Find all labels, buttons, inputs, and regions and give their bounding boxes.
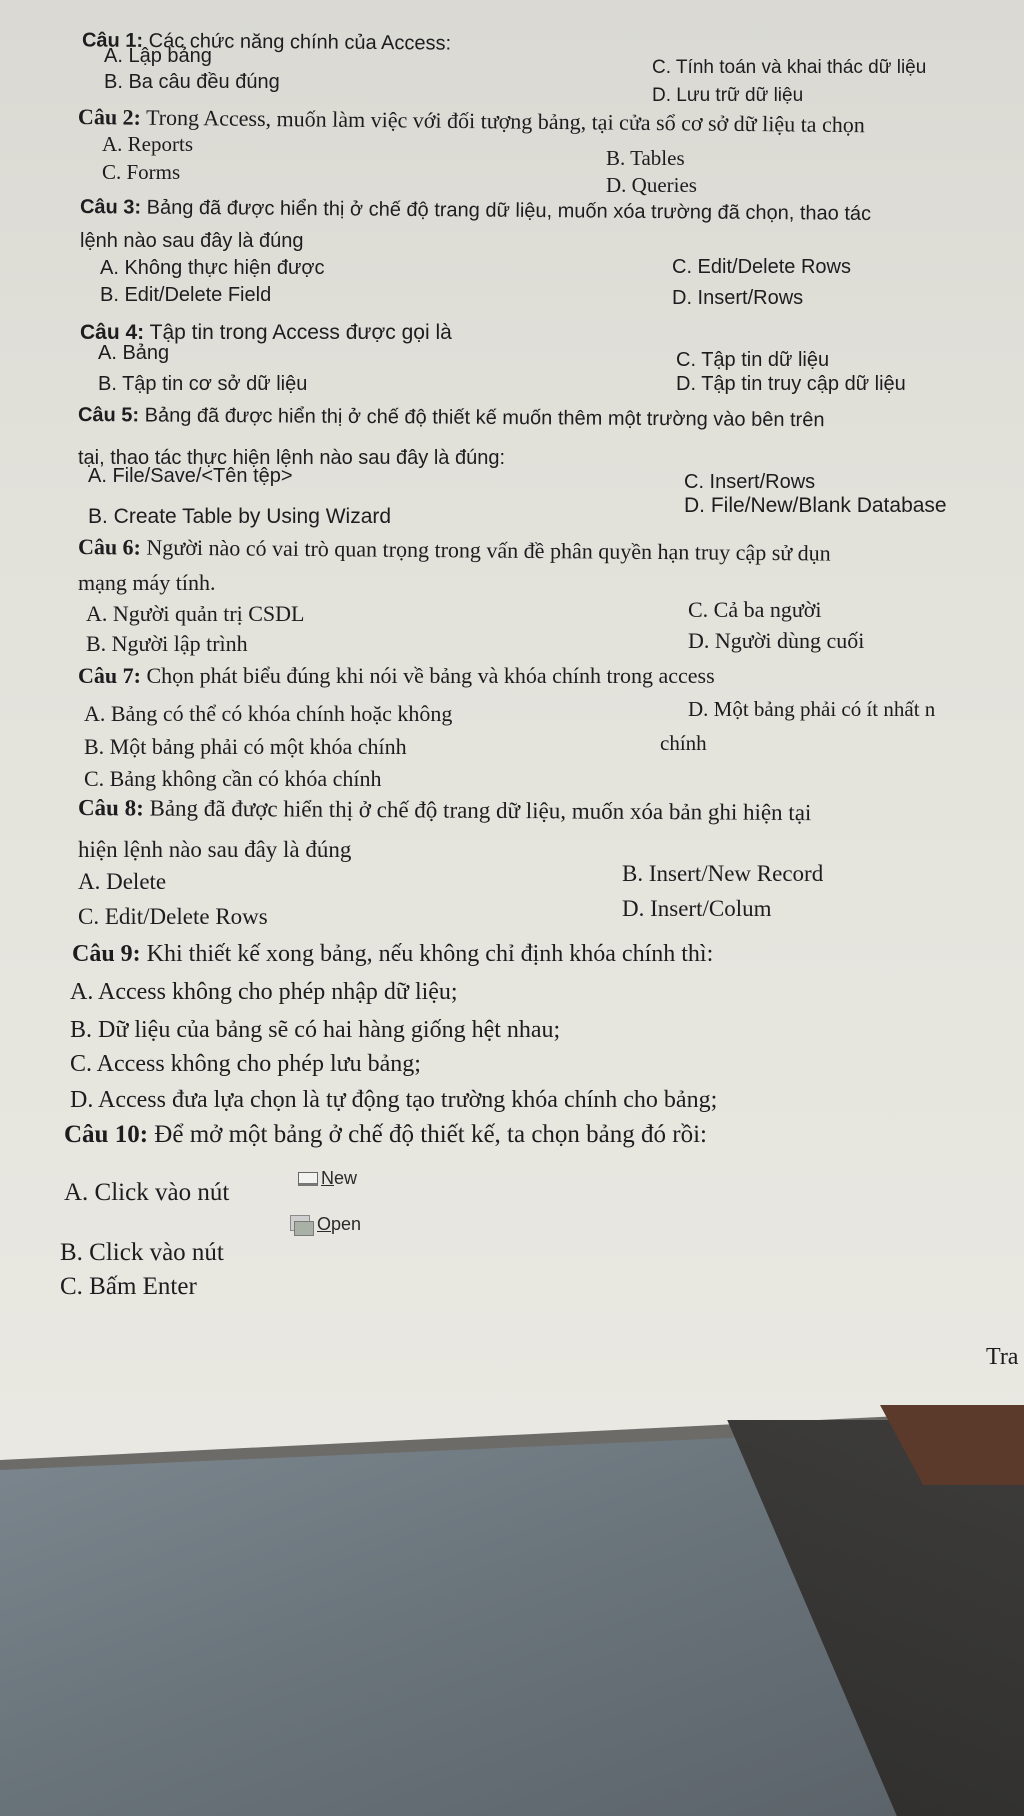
q8-option-d: D. Insert/Colum	[622, 896, 772, 921]
new-button-label: New	[321, 1168, 358, 1188]
question-3-text: Bảng đã được hiển thị ở chế độ trang dữ liệu, muốn xóa trường đã chọn, thao tác	[141, 196, 872, 225]
question-2-label: Câu 2:	[77, 104, 142, 130]
q8-option-c: C. Edit/Delete Rows	[78, 904, 268, 929]
q3-option-b: B. Edit/Delete Field	[100, 284, 272, 306]
q3-option-c: C. Edit/Delete Rows	[672, 256, 851, 278]
q9-option-a: A. Access không cho phép nhập dữ liệu;	[70, 979, 458, 1005]
q6-option-c: C. Cả ba người	[688, 597, 822, 622]
q9-option-b: B. Dữ liệu của bảng sẽ có hai hàng giống hệt nhau;	[70, 1017, 561, 1043]
question-5-line-2: tại, thao tác thực hiện lệnh nào sau đây là đúng:	[78, 447, 506, 469]
open-button[interactable]	[288, 1212, 361, 1236]
question-1-text: Các chức năng chính của Access:	[143, 29, 452, 55]
q4-option-c: C. Tập tin dữ liệu	[676, 349, 830, 371]
q4-option-a: A. Bảng	[98, 342, 170, 364]
question-1-label: Câu 1:	[81, 29, 144, 52]
open-button-label: Open	[317, 1213, 362, 1234]
question-6-label: Câu 6:	[77, 534, 142, 560]
q2-option-a: A. Reports	[102, 132, 193, 156]
q5-option-a: A. File/Save/<Tên tệp>	[88, 465, 293, 487]
question-8-label: Câu 8:	[77, 795, 144, 821]
q5-option-d: D. File/New/Blank Database	[684, 494, 947, 517]
question-7-label: Câu 7:	[78, 663, 141, 688]
q2-option-d: D. Queries	[606, 173, 697, 197]
q4-option-d: D. Tập tin truy cập dữ liệu	[676, 373, 906, 395]
q7-option-d: D. Một bảng phải có ít nhất n	[688, 697, 936, 721]
q6-option-a: A. Người quản trị CSDL	[86, 601, 305, 626]
q7-option-b: B. Một bảng phải có một khóa chính	[84, 734, 407, 759]
q7-option-c: C. Bảng không cần có khóa chính	[84, 766, 382, 791]
q10-option-c: C. Bấm Enter	[60, 1273, 197, 1300]
question-7-text: Chọn phát biểu đúng khi nói về bảng và khóa chính trong access	[140, 663, 715, 688]
q2-option-c: C. Forms	[102, 160, 181, 184]
question-8-line-2: hiện lệnh nào sau đây là đúng	[78, 837, 352, 862]
q9-option-d: D. Access đưa lựa chọn là tự động tạo trường khóa chính cho bảng;	[70, 1087, 718, 1113]
q9-option-c: C. Access không cho phép lưu bảng;	[70, 1051, 421, 1077]
question-9-text: Khi thiết kế xong bảng, nếu không chỉ định khóa chính thì:	[140, 941, 714, 967]
q5-option-b: B. Create Table by Using Wizard	[88, 505, 392, 528]
new-button[interactable]	[298, 1168, 357, 1189]
question-3-line-2: lệnh nào sau đây là đúng	[80, 230, 304, 252]
q1-option-c: C. Tính toán và khai thác dữ liệu	[652, 57, 927, 78]
q1-option-a: A. Lập bảng	[104, 45, 212, 67]
new-document-icon	[298, 1172, 318, 1186]
question-2-text: Trong Access, muốn làm việc với đối tượng bảng, tại cửa sổ cơ sở dữ liệu ta chọn	[140, 104, 865, 138]
question-3-label: Câu 3:	[79, 196, 142, 219]
q5-option-c: C. Insert/Rows	[684, 471, 816, 493]
q1-option-d: D. Lưu trữ dữ liệu	[652, 85, 804, 106]
question-5	[78, 405, 825, 430]
q1-option-b: B. Ba câu đều đúng	[104, 71, 280, 93]
q6-option-d: D. Người dùng cuối	[688, 628, 865, 653]
question-4	[80, 322, 452, 343]
q4-option-b: B. Tập tin cơ sở dữ liệu	[98, 373, 308, 395]
q7-option-a: A. Bảng có thể có khóa chính hoặc không	[84, 701, 453, 726]
q3-option-a: A. Không thực hiện được	[100, 257, 325, 279]
q10-option-a: A. Click vào nút	[64, 1179, 230, 1206]
question-6-line-2: mạng máy tính.	[78, 570, 216, 595]
q7-option-d-line-2: chính	[660, 731, 707, 755]
question-4-text: Tập tin trong Access được gọi là	[144, 321, 452, 344]
question-10-text: Để mở một bảng ở chế độ thiết kế, ta chọn bảng đó rồi:	[148, 1121, 707, 1148]
question-7	[78, 665, 715, 687]
question-10	[64, 1122, 707, 1147]
question-8-text: Bảng đã được hiển thị ở chế độ trang dữ liệu, muốn xóa bản ghi hiện tại	[143, 795, 812, 826]
question-5-label: Câu 5:	[77, 404, 140, 427]
open-table-icon	[288, 1212, 314, 1236]
question-8	[78, 796, 812, 824]
q10-option-b: B. Click vào nút	[60, 1239, 224, 1266]
question-5-text: Bảng đã được hiển thị ở chế độ thiết kế muốn thêm một trường vào bên trên	[139, 404, 825, 432]
q8-option-a: A. Delete	[78, 869, 167, 894]
q3-option-d: D. Insert/Rows	[672, 287, 804, 309]
q2-option-b: B. Tables	[606, 146, 685, 170]
page-footer-text: Tra	[986, 1344, 1019, 1370]
q8-option-b: B. Insert/New Record	[622, 861, 824, 886]
question-10-label: Câu 10:	[64, 1121, 149, 1148]
question-6-text: Người nào có vai trò quan trọng trong vấn đề phân quyền hạn truy cập sử dụn	[140, 534, 831, 566]
q6-option-b: B. Người lập trình	[86, 631, 248, 656]
question-9-label: Câu 9:	[72, 941, 141, 967]
question-4-label: Câu 4:	[80, 321, 145, 344]
question-9	[72, 942, 713, 966]
